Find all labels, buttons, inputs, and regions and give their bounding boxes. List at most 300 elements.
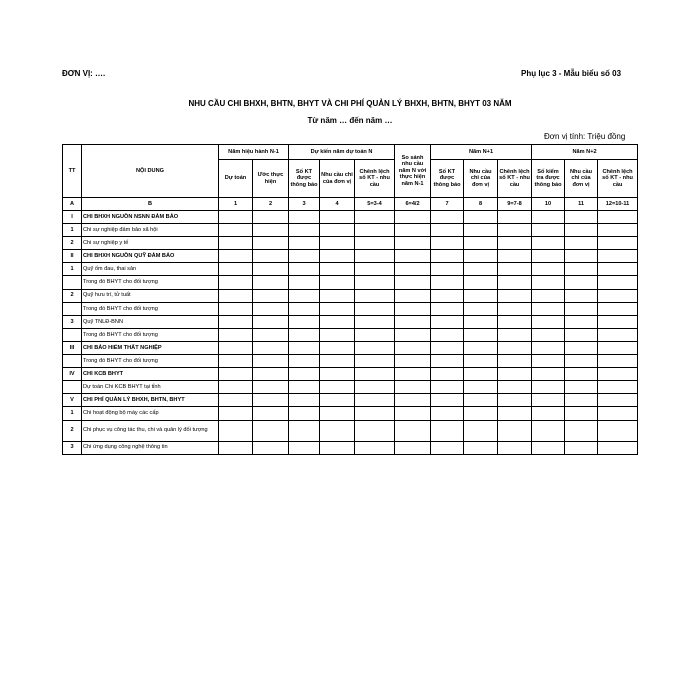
index-row: [63, 198, 638, 211]
value-cell[interactable]: [289, 355, 320, 368]
value-cell[interactable]: [355, 441, 395, 454]
value-cell[interactable]: [355, 289, 395, 302]
table-row: [63, 341, 638, 354]
row-content: Quỹ TNLĐ-BNN: [82, 315, 219, 328]
row-content: CHI KCB BHYT: [82, 368, 219, 381]
value-cell[interactable]: [395, 224, 431, 237]
value-cell[interactable]: [565, 289, 598, 302]
value-cell[interactable]: [320, 420, 355, 441]
value-cell[interactable]: [355, 237, 395, 250]
value-cell[interactable]: [395, 276, 431, 289]
group-n2-header: Năm N+2: [532, 145, 638, 160]
value-cell[interactable]: [532, 381, 565, 394]
value-cell[interactable]: [498, 328, 532, 341]
value-cell[interactable]: [395, 407, 431, 420]
value-cell[interactable]: [598, 289, 638, 302]
value-cell[interactable]: [532, 289, 565, 302]
value-cell[interactable]: [565, 315, 598, 328]
value-cell[interactable]: [598, 341, 638, 354]
value-cell[interactable]: [253, 328, 289, 341]
value-cell[interactable]: [253, 289, 289, 302]
value-cell[interactable]: [253, 420, 289, 441]
value-cell[interactable]: [253, 263, 289, 276]
value-cell[interactable]: [253, 341, 289, 354]
value-cell[interactable]: [598, 315, 638, 328]
value-cell[interactable]: [253, 237, 289, 250]
value-cell[interactable]: [431, 441, 464, 454]
value-cell[interactable]: [532, 341, 565, 354]
value-cell[interactable]: [320, 211, 355, 224]
value-cell[interactable]: [395, 355, 431, 368]
row-content: Dự toán Chi KCB BHYT tại tỉnh: [82, 381, 219, 394]
value-cell[interactable]: [598, 328, 638, 341]
document-title: NHU CẦU CHI BHXH, BHTN, BHYT VÀ CHI PHÍ QUẢN LÝ BHXH, BHTN, BHYT 03 NĂM: [188, 99, 512, 108]
value-cell[interactable]: [431, 368, 464, 381]
value-cell[interactable]: [355, 250, 395, 263]
value-cell[interactable]: [320, 289, 355, 302]
group-compare-header: So sánh nhu cầu năm N với thực hiện năm N-1: [395, 145, 431, 198]
value-cell[interactable]: [355, 302, 395, 315]
value-cell[interactable]: [498, 420, 532, 441]
value-cell[interactable]: [498, 211, 532, 224]
value-cell[interactable]: [219, 420, 253, 441]
value-cell[interactable]: [320, 302, 355, 315]
table-row: [63, 302, 638, 315]
value-cell[interactable]: [395, 250, 431, 263]
row-number: 3: [63, 315, 82, 328]
value-cell[interactable]: [219, 289, 253, 302]
value-cell[interactable]: [565, 302, 598, 315]
value-cell[interactable]: [464, 263, 498, 276]
value-cell[interactable]: [289, 420, 320, 441]
table-row: [63, 441, 638, 454]
value-cell[interactable]: [464, 407, 498, 420]
table-row: [63, 237, 638, 250]
value-cell[interactable]: [355, 355, 395, 368]
index-cell: 2: [253, 198, 289, 211]
table-row: [63, 394, 638, 407]
value-cell[interactable]: [320, 368, 355, 381]
value-cell[interactable]: [532, 328, 565, 341]
row-content: Chi hoạt động bộ máy các cấp: [82, 407, 219, 420]
value-cell[interactable]: [532, 355, 565, 368]
value-cell[interactable]: [598, 250, 638, 263]
value-cell[interactable]: [532, 420, 565, 441]
value-cell[interactable]: [464, 250, 498, 263]
sub-header-n1-kt: Số KT được thông báo: [431, 160, 464, 198]
value-cell[interactable]: [395, 237, 431, 250]
value-cell[interactable]: [320, 394, 355, 407]
row-content: CHI PHÍ QUẢN LÝ BHXH, BHTN, BHYT: [82, 394, 219, 407]
value-cell[interactable]: [355, 407, 395, 420]
value-cell[interactable]: [289, 394, 320, 407]
value-cell[interactable]: [431, 381, 464, 394]
value-cell[interactable]: [565, 441, 598, 454]
value-cell[interactable]: [464, 381, 498, 394]
value-cell[interactable]: [565, 341, 598, 354]
value-cell[interactable]: [289, 381, 320, 394]
col-content-header: NỘI DUNG: [82, 145, 219, 198]
value-cell[interactable]: [219, 211, 253, 224]
row-number: III: [63, 341, 82, 354]
value-cell[interactable]: [565, 368, 598, 381]
row-number: 2: [63, 237, 82, 250]
row-number: 2: [63, 420, 82, 441]
unit-name-label: ĐƠN VỊ: ….: [62, 69, 106, 78]
value-cell[interactable]: [219, 237, 253, 250]
row-number: II: [63, 250, 82, 263]
value-cell[interactable]: [289, 250, 320, 263]
index-cell: 8: [464, 198, 498, 211]
value-cell[interactable]: [253, 224, 289, 237]
row-content: Trong đó BHYT cho đối tượng: [82, 355, 219, 368]
value-cell[interactable]: [320, 237, 355, 250]
value-cell[interactable]: [532, 315, 565, 328]
value-cell[interactable]: [532, 237, 565, 250]
value-cell[interactable]: [464, 420, 498, 441]
index-cell: 1: [219, 198, 253, 211]
value-cell[interactable]: [498, 263, 532, 276]
value-cell[interactable]: [598, 302, 638, 315]
value-cell[interactable]: [320, 441, 355, 454]
value-cell[interactable]: [532, 368, 565, 381]
sub-header-n1-demand: Nhu cầu chi của đơn vị: [464, 160, 498, 198]
value-cell[interactable]: [219, 302, 253, 315]
table-row: [63, 263, 638, 276]
table-row: [63, 276, 638, 289]
value-cell[interactable]: [431, 420, 464, 441]
value-cell[interactable]: [598, 263, 638, 276]
value-cell[interactable]: [431, 394, 464, 407]
value-cell[interactable]: [355, 276, 395, 289]
value-cell[interactable]: [431, 355, 464, 368]
group-plan-header: Dự kiến năm dự toán N: [289, 145, 395, 160]
value-cell[interactable]: [219, 441, 253, 454]
value-cell[interactable]: [431, 237, 464, 250]
value-cell[interactable]: [565, 381, 598, 394]
value-cell[interactable]: [532, 394, 565, 407]
value-cell[interactable]: [598, 381, 638, 394]
row-number: [63, 328, 82, 341]
currency-unit-label: Đơn vị tính: Triệu đồng: [544, 132, 626, 141]
value-cell[interactable]: [498, 289, 532, 302]
sub-header-plan-kt: Số KT được thông báo: [289, 160, 320, 198]
value-cell[interactable]: [598, 355, 638, 368]
table-row: [63, 224, 638, 237]
value-cell[interactable]: [565, 263, 598, 276]
value-cell[interactable]: [565, 276, 598, 289]
value-cell[interactable]: [289, 302, 320, 315]
value-cell[interactable]: [464, 355, 498, 368]
value-cell[interactable]: [219, 368, 253, 381]
value-cell[interactable]: [464, 315, 498, 328]
col-tt-header: TT: [63, 145, 82, 198]
value-cell[interactable]: [355, 368, 395, 381]
value-cell[interactable]: [395, 341, 431, 354]
value-cell[interactable]: [320, 224, 355, 237]
value-cell[interactable]: [598, 407, 638, 420]
value-cell[interactable]: [289, 441, 320, 454]
value-cell[interactable]: [464, 341, 498, 354]
value-cell[interactable]: [464, 394, 498, 407]
value-cell[interactable]: [464, 368, 498, 381]
row-content: CHI BẢO HIỂM THẤT NGHIỆP: [82, 341, 219, 354]
value-cell[interactable]: [320, 263, 355, 276]
value-cell[interactable]: [565, 420, 598, 441]
value-cell[interactable]: [598, 441, 638, 454]
value-cell[interactable]: [253, 315, 289, 328]
value-cell[interactable]: [395, 381, 431, 394]
index-cell: 9=7-8: [498, 198, 532, 211]
value-cell[interactable]: [289, 328, 320, 341]
value-cell[interactable]: [355, 328, 395, 341]
index-cell: 6=4/2: [395, 198, 431, 211]
value-cell[interactable]: [395, 289, 431, 302]
value-cell[interactable]: [532, 302, 565, 315]
value-cell[interactable]: [431, 263, 464, 276]
value-cell[interactable]: [395, 263, 431, 276]
index-cell: 3: [289, 198, 320, 211]
sub-header-n2-demand: Nhu cầu chi của đơn vị: [565, 160, 598, 198]
value-cell[interactable]: [355, 263, 395, 276]
value-cell[interactable]: [431, 250, 464, 263]
value-cell[interactable]: [289, 224, 320, 237]
value-cell[interactable]: [598, 276, 638, 289]
value-cell[interactable]: [395, 394, 431, 407]
value-cell[interactable]: [320, 315, 355, 328]
value-cell[interactable]: [565, 328, 598, 341]
value-cell[interactable]: [498, 407, 532, 420]
value-cell[interactable]: [320, 355, 355, 368]
value-cell[interactable]: [253, 407, 289, 420]
value-cell[interactable]: [219, 394, 253, 407]
value-cell[interactable]: [598, 420, 638, 441]
table-row: [63, 328, 638, 341]
value-cell[interactable]: [253, 302, 289, 315]
sub-header-exec-estimate: Dự toán: [219, 160, 253, 198]
row-content: Quỹ hưu trí, tử tuất: [82, 289, 219, 302]
table-row: [63, 381, 638, 394]
value-cell[interactable]: [498, 237, 532, 250]
value-cell[interactable]: [253, 368, 289, 381]
table-row: [63, 315, 638, 328]
value-cell[interactable]: [355, 341, 395, 354]
value-cell[interactable]: [532, 407, 565, 420]
row-content: Trong đó BHYT cho đối tượng: [82, 276, 219, 289]
value-cell[interactable]: [464, 237, 498, 250]
value-cell[interactable]: [320, 341, 355, 354]
value-cell[interactable]: [498, 441, 532, 454]
index-cell: 12=10-11: [598, 198, 638, 211]
value-cell[interactable]: [395, 328, 431, 341]
value-cell[interactable]: [498, 394, 532, 407]
value-cell[interactable]: [431, 302, 464, 315]
value-cell[interactable]: [253, 381, 289, 394]
table-row: [63, 407, 638, 420]
value-cell[interactable]: [498, 341, 532, 354]
value-cell[interactable]: [219, 315, 253, 328]
value-cell[interactable]: [395, 302, 431, 315]
index-cell: A: [63, 198, 82, 211]
row-number: 1: [63, 263, 82, 276]
index-cell: 10: [532, 198, 565, 211]
row-number: I: [63, 211, 82, 224]
value-cell[interactable]: [498, 276, 532, 289]
value-cell[interactable]: [253, 355, 289, 368]
row-number: [63, 276, 82, 289]
value-cell[interactable]: [289, 276, 320, 289]
value-cell[interactable]: [464, 211, 498, 224]
row-content: Trong đó BHYT cho đối tượng: [82, 328, 219, 341]
value-cell[interactable]: [320, 381, 355, 394]
value-cell[interactable]: [431, 276, 464, 289]
value-cell[interactable]: [355, 394, 395, 407]
value-cell[interactable]: [253, 394, 289, 407]
value-cell[interactable]: [431, 328, 464, 341]
value-cell[interactable]: [532, 441, 565, 454]
table-row: [63, 211, 638, 224]
value-cell[interactable]: [464, 302, 498, 315]
value-cell[interactable]: [464, 224, 498, 237]
value-cell[interactable]: [289, 263, 320, 276]
value-cell[interactable]: [598, 368, 638, 381]
value-cell[interactable]: [355, 211, 395, 224]
value-cell[interactable]: [498, 381, 532, 394]
index-cell: 4: [320, 198, 355, 211]
value-cell[interactable]: [498, 368, 532, 381]
value-cell[interactable]: [320, 250, 355, 263]
row-content: CHI BHXH NGUỒN NSNN ĐẢM BẢO: [82, 211, 219, 224]
value-cell[interactable]: [219, 381, 253, 394]
value-cell[interactable]: [395, 420, 431, 441]
table-row: [63, 250, 638, 263]
value-cell[interactable]: [289, 211, 320, 224]
value-cell[interactable]: [219, 250, 253, 263]
value-cell[interactable]: [289, 289, 320, 302]
table-row: [63, 289, 638, 302]
value-cell[interactable]: [431, 289, 464, 302]
value-cell[interactable]: [289, 407, 320, 420]
row-number: [63, 355, 82, 368]
value-cell[interactable]: [395, 368, 431, 381]
value-cell[interactable]: [219, 328, 253, 341]
sub-header-n2-diff: Chênh lệch số KT - nhu cầu: [598, 160, 638, 198]
value-cell[interactable]: [498, 302, 532, 315]
row-content: Chi phục vụ công tác thu, chi và quản lý đối tượng: [82, 420, 219, 441]
row-number: [63, 302, 82, 315]
row-number: 1: [63, 224, 82, 237]
row-content: Chi sự nghiệp đảm bảo xã hội: [82, 224, 219, 237]
index-cell: 5=3-4: [355, 198, 395, 211]
value-cell[interactable]: [565, 250, 598, 263]
row-content: Chi sự nghiệp y tế: [82, 237, 219, 250]
value-cell[interactable]: [395, 211, 431, 224]
value-cell[interactable]: [532, 263, 565, 276]
value-cell[interactable]: [565, 224, 598, 237]
value-cell[interactable]: [464, 441, 498, 454]
value-cell[interactable]: [565, 237, 598, 250]
value-cell[interactable]: [565, 211, 598, 224]
value-cell[interactable]: [320, 328, 355, 341]
value-cell[interactable]: [320, 276, 355, 289]
value-cell[interactable]: [532, 211, 565, 224]
value-cell[interactable]: [498, 355, 532, 368]
value-cell[interactable]: [598, 211, 638, 224]
value-cell[interactable]: [219, 224, 253, 237]
row-number: 2: [63, 289, 82, 302]
row-content: Chi ứng dụng công nghệ thông tin: [82, 441, 219, 454]
value-cell[interactable]: [289, 315, 320, 328]
value-cell[interactable]: [320, 407, 355, 420]
value-cell[interactable]: [395, 441, 431, 454]
value-cell[interactable]: [464, 328, 498, 341]
document-subtitle: Từ năm … đến năm …: [307, 116, 393, 125]
value-cell[interactable]: [289, 237, 320, 250]
value-cell[interactable]: [598, 224, 638, 237]
value-cell[interactable]: [289, 368, 320, 381]
value-cell[interactable]: [532, 224, 565, 237]
value-cell[interactable]: [565, 355, 598, 368]
row-number: V: [63, 394, 82, 407]
value-cell[interactable]: [253, 441, 289, 454]
value-cell[interactable]: [565, 407, 598, 420]
value-cell[interactable]: [289, 341, 320, 354]
budget-table: [62, 144, 638, 455]
index-cell: 11: [565, 198, 598, 211]
value-cell[interactable]: [219, 407, 253, 420]
value-cell[interactable]: [355, 315, 395, 328]
sub-header-n2-kt: Số kiểm tra được thông báo: [532, 160, 565, 198]
row-number: 3: [63, 441, 82, 454]
value-cell[interactable]: [253, 250, 289, 263]
value-cell[interactable]: [498, 315, 532, 328]
value-cell[interactable]: [431, 341, 464, 354]
value-cell[interactable]: [355, 224, 395, 237]
value-cell[interactable]: [431, 211, 464, 224]
value-cell[interactable]: [219, 341, 253, 354]
value-cell[interactable]: [498, 224, 532, 237]
value-cell[interactable]: [253, 276, 289, 289]
value-cell[interactable]: [464, 276, 498, 289]
index-cell: 7: [431, 198, 464, 211]
value-cell[interactable]: [219, 355, 253, 368]
value-cell[interactable]: [431, 407, 464, 420]
value-cell[interactable]: [219, 263, 253, 276]
group-exec-header: Năm hiệu hành N-1: [219, 145, 289, 160]
value-cell[interactable]: [565, 394, 598, 407]
value-cell[interactable]: [355, 381, 395, 394]
sub-header-exec-actual: Ước thực hiện: [253, 160, 289, 198]
value-cell[interactable]: [532, 276, 565, 289]
value-cell[interactable]: [431, 315, 464, 328]
value-cell[interactable]: [355, 420, 395, 441]
value-cell[interactable]: [395, 315, 431, 328]
value-cell[interactable]: [219, 276, 253, 289]
value-cell[interactable]: [253, 211, 289, 224]
value-cell[interactable]: [498, 250, 532, 263]
value-cell[interactable]: [598, 237, 638, 250]
value-cell[interactable]: [464, 289, 498, 302]
sub-header-plan-demand: Nhu cầu chi của đơn vị: [320, 160, 355, 198]
value-cell[interactable]: [598, 394, 638, 407]
sub-header-plan-diff: Chênh lệch số KT - nhu cầu: [355, 160, 395, 198]
row-content: CHI BHXH NGUỒN QUỸ ĐẢM BẢO: [82, 250, 219, 263]
value-cell[interactable]: [532, 250, 565, 263]
sub-header-n1-diff: Chênh lệch số KT - nhu cầu: [498, 160, 532, 198]
table-row: [63, 368, 638, 381]
row-content: Quỹ ốm đau, thai sản: [82, 263, 219, 276]
value-cell[interactable]: [431, 224, 464, 237]
